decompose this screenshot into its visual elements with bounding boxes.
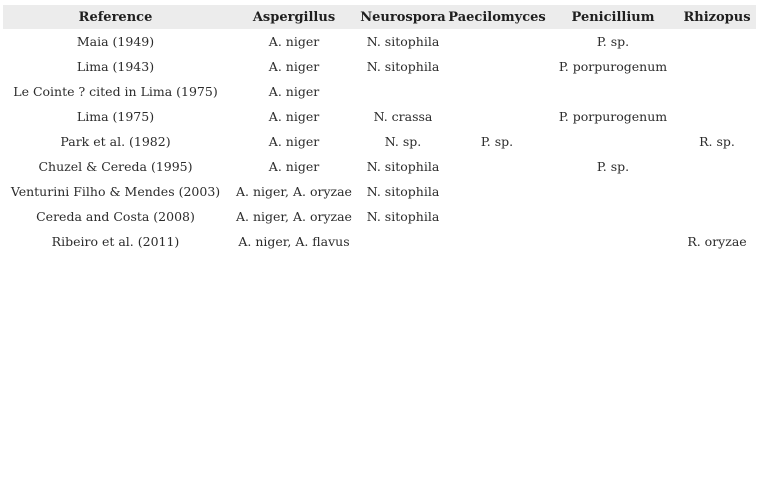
cell-paecilomyces: P. sp.: [480, 134, 514, 149]
header-penicillium: Penicillium: [571, 9, 655, 25]
header-rhizopus: Rhizopus: [683, 9, 751, 25]
table-row: [3, 79, 756, 104]
cell-rhizopus: [678, 29, 756, 54]
cell-penicillium: [548, 129, 678, 154]
table-row: [3, 54, 756, 79]
table-row: [3, 229, 756, 254]
cell-rhizopus: [678, 179, 756, 204]
cell-reference: Venturini Filho & Mendes (2003): [10, 184, 221, 199]
fungi-reference-table: [3, 5, 756, 254]
cell-reference: Le Cointe ? cited in Lima (1975): [13, 84, 218, 99]
cell-reference: Lima (1975): [76, 109, 155, 124]
cell-aspergillus: A. niger: [268, 134, 320, 149]
cell-aspergillus: A. niger: [268, 34, 320, 49]
cell-paecilomyces: [446, 29, 548, 54]
cell-neurospora: N. sp.: [384, 134, 422, 149]
cell-aspergillus: A. niger, A. oryzae: [236, 184, 352, 199]
cell-aspergillus: A. niger: [268, 84, 320, 99]
table-row: [3, 129, 756, 154]
cell-neurospora: N. sitophila: [366, 209, 440, 224]
cell-penicillium: P. porpurogenum: [558, 109, 668, 124]
cell-rhizopus: [678, 204, 756, 229]
table-row: [3, 204, 756, 229]
cell-penicillium: P. porpurogenum: [558, 59, 668, 74]
cell-rhizopus: [678, 154, 756, 179]
cell-rhizopus: R. oryzae: [687, 234, 747, 249]
cell-reference: Park et al. (1982): [60, 134, 171, 149]
cell-paecilomyces: [446, 179, 548, 204]
cell-paecilomyces: [446, 154, 548, 179]
cell-paecilomyces: [446, 104, 548, 129]
header-paecilomyces: Paecilomyces: [448, 9, 546, 25]
cell-paecilomyces: [446, 229, 548, 254]
cell-rhizopus: R. sp.: [699, 134, 735, 149]
cell-reference: Lima (1943): [76, 59, 155, 74]
cell-reference: Cereda and Costa (2008): [36, 209, 195, 224]
table-body: [3, 29, 756, 254]
cell-reference: Maia (1949): [76, 34, 155, 49]
cell-neurospora: N. sitophila: [366, 184, 440, 199]
cell-aspergillus: A. niger: [268, 59, 320, 74]
table-row: [3, 154, 756, 179]
table-row: [3, 179, 756, 204]
cell-neurospora: [360, 79, 446, 104]
header-row: [3, 5, 756, 29]
cell-penicillium: [548, 179, 678, 204]
table-row: [3, 29, 756, 54]
cell-neurospora: N. sitophila: [366, 159, 440, 174]
cell-aspergillus: A. niger, A. flavus: [238, 234, 350, 249]
header-neurospora: Neurospora: [360, 9, 446, 25]
cell-neurospora: N. sitophila: [366, 59, 440, 74]
header-reference: Reference: [78, 9, 153, 25]
cell-rhizopus: [678, 54, 756, 79]
cell-reference: Chuzel & Cereda (1995): [38, 159, 193, 174]
cell-paecilomyces: [446, 204, 548, 229]
cell-aspergillus: A. niger: [268, 159, 320, 174]
cell-penicillium: P. sp.: [596, 34, 630, 49]
table-header: [3, 5, 756, 29]
cell-rhizopus: [678, 79, 756, 104]
cell-penicillium: [548, 229, 678, 254]
cell-aspergillus: A. niger, A. oryzae: [236, 209, 352, 224]
cell-paecilomyces: [446, 79, 548, 104]
cell-rhizopus: [678, 104, 756, 129]
cell-aspergillus: A. niger: [268, 109, 320, 124]
cell-penicillium: [548, 204, 678, 229]
cell-reference: Ribeiro et al. (2011): [51, 234, 180, 249]
cell-paecilomyces: [446, 54, 548, 79]
cell-neurospora: N. crassa: [373, 109, 433, 124]
header-aspergillus: Aspergillus: [252, 9, 336, 25]
cell-neurospora: [360, 229, 446, 254]
cell-penicillium: P. sp.: [596, 159, 630, 174]
cell-neurospora: N. sitophila: [366, 34, 440, 49]
cell-penicillium: [548, 79, 678, 104]
table-row: [3, 104, 756, 129]
